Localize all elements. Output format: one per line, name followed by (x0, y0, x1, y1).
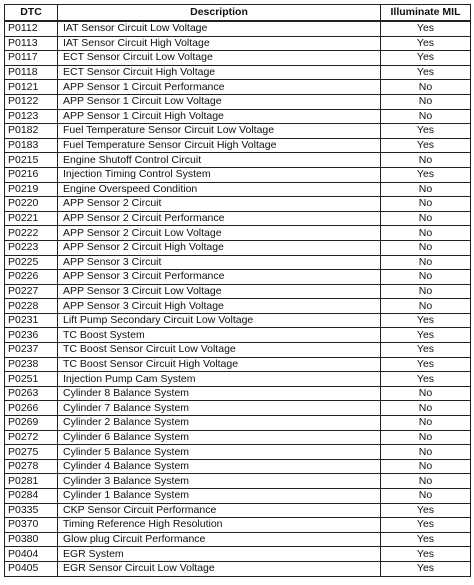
table-row (5, 80, 471, 95)
description-cell: Cylinder 2 Balance System (58, 416, 381, 431)
description-cell: Fuel Temperature Sensor Circuit Low Voltage (58, 124, 381, 139)
description-cell: Injection Pump Cam System (58, 372, 381, 387)
description-cell: Lift Pump Secondary Circuit Low Voltage (58, 313, 381, 328)
description-cell: APP Sensor 2 Circuit (58, 197, 381, 212)
dtc-cell: P0231 (5, 313, 58, 328)
description-cell: APP Sensor 1 Circuit Performance (58, 80, 381, 95)
dtc-cell: P0216 (5, 167, 58, 182)
mil-cell: No (381, 211, 471, 226)
mil-cell: Yes (381, 65, 471, 80)
dtc-cell: P0223 (5, 240, 58, 255)
table-row (5, 182, 471, 197)
mil-cell: No (381, 430, 471, 445)
mil-cell: No (381, 416, 471, 431)
description-cell: APP Sensor 2 Circuit High Voltage (58, 240, 381, 255)
table-row (5, 503, 471, 518)
dtc-cell: P0266 (5, 401, 58, 416)
dtc-cell: P0182 (5, 124, 58, 139)
dtc-cell: P0225 (5, 255, 58, 270)
table-row (5, 445, 471, 460)
mil-cell: No (381, 284, 471, 299)
table-row (5, 65, 471, 80)
dtc-cell: P0238 (5, 357, 58, 372)
description-cell: APP Sensor 3 Circuit Low Voltage (58, 284, 381, 299)
mil-cell: No (381, 401, 471, 416)
table-row (5, 547, 471, 562)
mil-cell: Yes (381, 503, 471, 518)
description-cell: Cylinder 1 Balance System (58, 489, 381, 504)
mil-cell: No (381, 94, 471, 109)
dtc-cell: P0113 (5, 36, 58, 51)
mil-cell: Yes (381, 167, 471, 182)
mil-cell: Yes (381, 561, 471, 576)
dtc-cell: P0278 (5, 459, 58, 474)
dtc-cell: P0219 (5, 182, 58, 197)
dtc-cell: P0263 (5, 386, 58, 401)
dtc-cell: P0335 (5, 503, 58, 518)
description-cell: Cylinder 6 Balance System (58, 430, 381, 445)
mil-cell: Yes (381, 328, 471, 343)
mil-cell: No (381, 459, 471, 474)
table-row (5, 51, 471, 66)
dtc-cell: P0226 (5, 270, 58, 285)
description-cell: TC Boost Sensor Circuit Low Voltage (58, 343, 381, 358)
table-row (5, 211, 471, 226)
dtc-cell: P0281 (5, 474, 58, 489)
table-row (5, 124, 471, 139)
table-row (5, 153, 471, 168)
description-cell: IAT Sensor Circuit High Voltage (58, 36, 381, 51)
description-cell: Fuel Temperature Sensor Circuit High Voltage (58, 138, 381, 153)
dtc-cell: P0251 (5, 372, 58, 387)
dtc-cell: P0284 (5, 489, 58, 504)
table-row (5, 299, 471, 314)
table-row (5, 518, 471, 533)
mil-cell: No (381, 255, 471, 270)
mil-cell: No (381, 270, 471, 285)
mil-cell: Yes (381, 21, 471, 36)
table-header-row (5, 5, 471, 22)
table-row (5, 532, 471, 547)
dtc-cell: P0237 (5, 343, 58, 358)
description-cell: Engine Shutoff Control Circuit (58, 153, 381, 168)
dtc-cell: P0380 (5, 532, 58, 547)
mil-cell: No (381, 299, 471, 314)
description-cell: IAT Sensor Circuit Low Voltage (58, 21, 381, 36)
mil-cell: Yes (381, 36, 471, 51)
mil-cell: Yes (381, 547, 471, 562)
mil-cell: Yes (381, 518, 471, 533)
dtc-cell: P0123 (5, 109, 58, 124)
dtc-cell: P0122 (5, 94, 58, 109)
table-row (5, 226, 471, 241)
header-dtc: DTC (5, 5, 58, 22)
mil-cell: Yes (381, 532, 471, 547)
description-cell: EGR Sensor Circuit Low Voltage (58, 561, 381, 576)
mil-cell: No (381, 240, 471, 255)
table-body (5, 21, 471, 576)
mil-cell: Yes (381, 372, 471, 387)
dtc-cell: P0370 (5, 518, 58, 533)
table-row (5, 401, 471, 416)
table-row (5, 474, 471, 489)
table-row (5, 240, 471, 255)
description-cell: ECT Sensor Circuit Low Voltage (58, 51, 381, 66)
dtc-cell: P0272 (5, 430, 58, 445)
table-row (5, 138, 471, 153)
mil-cell: No (381, 80, 471, 95)
description-cell: Cylinder 5 Balance System (58, 445, 381, 460)
table-row (5, 459, 471, 474)
table-row (5, 36, 471, 51)
dtc-cell: P0117 (5, 51, 58, 66)
mil-cell: No (381, 109, 471, 124)
description-cell: ECT Sensor Circuit High Voltage (58, 65, 381, 80)
description-cell: EGR System (58, 547, 381, 562)
dtc-cell: P0236 (5, 328, 58, 343)
table-row (5, 343, 471, 358)
description-cell: APP Sensor 3 Circuit High Voltage (58, 299, 381, 314)
mil-cell: No (381, 182, 471, 197)
description-cell: Timing Reference High Resolution (58, 518, 381, 533)
table-row (5, 561, 471, 576)
description-cell: APP Sensor 1 Circuit High Voltage (58, 109, 381, 124)
dtc-cell: P0183 (5, 138, 58, 153)
table-row (5, 94, 471, 109)
description-cell: APP Sensor 3 Circuit Performance (58, 270, 381, 285)
dtc-cell: P0222 (5, 226, 58, 241)
description-cell: Engine Overspeed Condition (58, 182, 381, 197)
description-cell: TC Boost System (58, 328, 381, 343)
dtc-cell: P0269 (5, 416, 58, 431)
table-row (5, 21, 471, 36)
mil-cell: No (381, 489, 471, 504)
mil-cell: No (381, 474, 471, 489)
dtc-cell: P0227 (5, 284, 58, 299)
dtc-cell: P0275 (5, 445, 58, 460)
mil-cell: No (381, 153, 471, 168)
mil-cell: No (381, 197, 471, 212)
mil-cell: No (381, 386, 471, 401)
table-row (5, 313, 471, 328)
description-cell: Cylinder 7 Balance System (58, 401, 381, 416)
dtc-cell: P0121 (5, 80, 58, 95)
mil-cell: Yes (381, 124, 471, 139)
mil-cell: Yes (381, 313, 471, 328)
description-cell: APP Sensor 3 Circuit (58, 255, 381, 270)
table-row (5, 109, 471, 124)
header-illuminate-mil: Illuminate MIL (381, 5, 471, 22)
description-cell: Cylinder 8 Balance System (58, 386, 381, 401)
dtc-cell: P0404 (5, 547, 58, 562)
description-cell: Glow plug Circuit Performance (58, 532, 381, 547)
dtc-cell: P0112 (5, 21, 58, 36)
mil-cell: Yes (381, 343, 471, 358)
mil-cell: Yes (381, 357, 471, 372)
mil-cell: Yes (381, 51, 471, 66)
dtc-cell: P0405 (5, 561, 58, 576)
table-row (5, 489, 471, 504)
header-description: Description (58, 5, 381, 22)
dtc-cell: P0215 (5, 153, 58, 168)
table-row (5, 357, 471, 372)
description-cell: CKP Sensor Circuit Performance (58, 503, 381, 518)
dtc-cell: P0118 (5, 65, 58, 80)
table-row (5, 197, 471, 212)
mil-cell: Yes (381, 138, 471, 153)
dtc-cell: P0228 (5, 299, 58, 314)
mil-cell: No (381, 226, 471, 241)
mil-cell: No (381, 445, 471, 460)
table-row (5, 328, 471, 343)
description-cell: Cylinder 3 Balance System (58, 474, 381, 489)
description-cell: TC Boost Sensor Circuit High Voltage (58, 357, 381, 372)
description-cell: APP Sensor 2 Circuit Low Voltage (58, 226, 381, 241)
dtc-cell: P0221 (5, 211, 58, 226)
table-row (5, 255, 471, 270)
description-cell: Cylinder 4 Balance System (58, 459, 381, 474)
table-row (5, 416, 471, 431)
table-row (5, 386, 471, 401)
dtc-cell: P0220 (5, 197, 58, 212)
table-row (5, 430, 471, 445)
description-cell: Injection Timing Control System (58, 167, 381, 182)
table-row (5, 167, 471, 182)
table-row (5, 372, 471, 387)
table-row (5, 284, 471, 299)
dtc-table (4, 4, 471, 577)
description-cell: APP Sensor 2 Circuit Performance (58, 211, 381, 226)
description-cell: APP Sensor 1 Circuit Low Voltage (58, 94, 381, 109)
dtc-table-container (4, 4, 470, 577)
table-row (5, 270, 471, 285)
